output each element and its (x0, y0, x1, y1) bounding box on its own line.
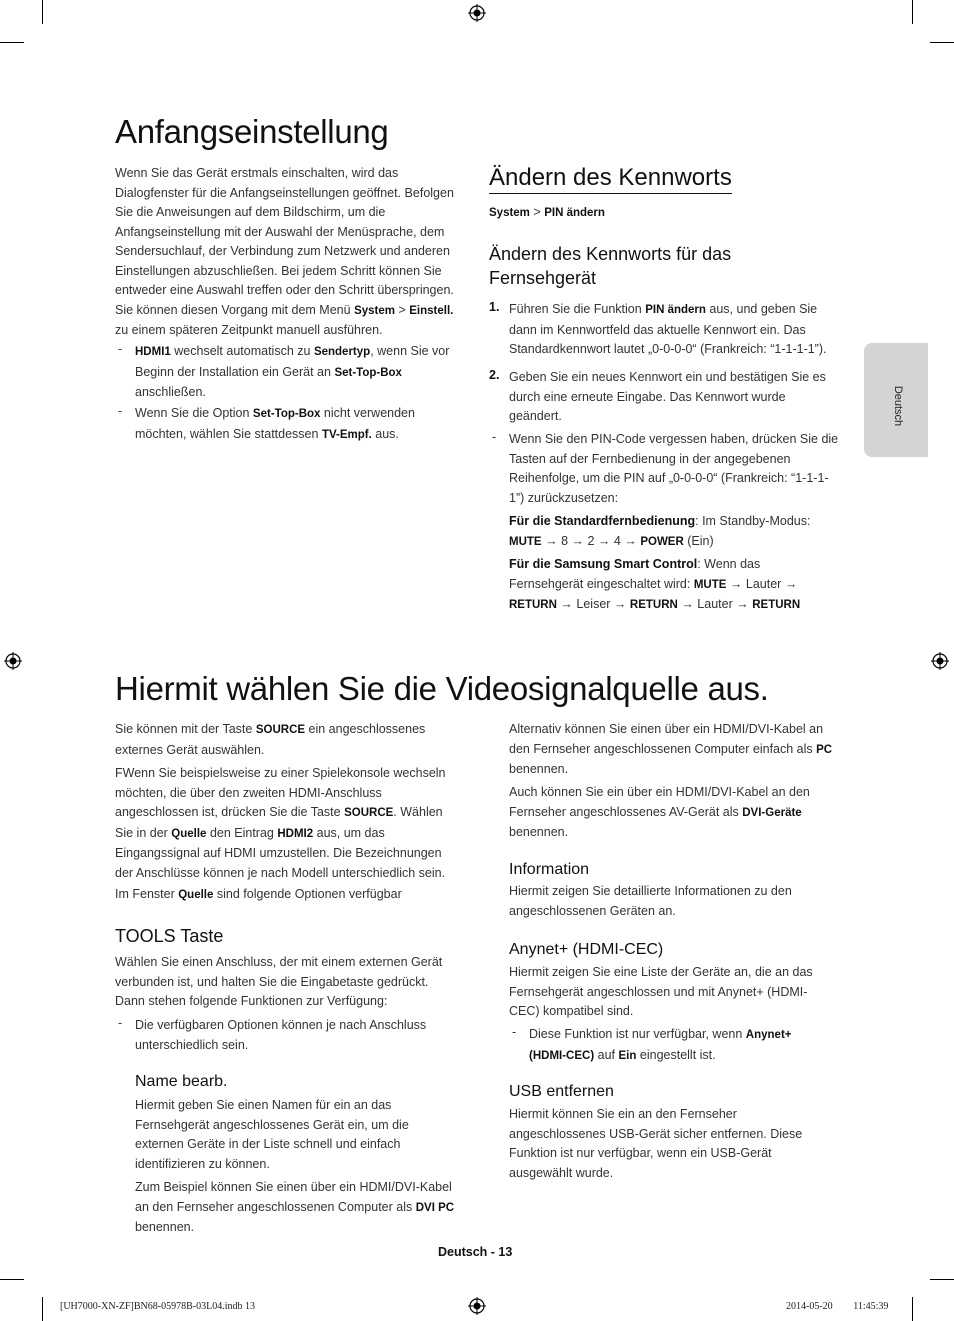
crop-mark (930, 1279, 954, 1280)
source-title: Hiermit wählen Sie die Videosignalquelle aus. (115, 670, 769, 707)
name-edit-text-2: Zum Beispiel können Sie einen über ein HDMI/DVI-Kabel an den Fernseher angeschlossenen Computer als DVI PC benennen. (135, 1180, 455, 1234)
step-number: 1. (489, 300, 500, 314)
bullet-dash: - (118, 1016, 123, 1030)
source-p2: FWenn Sie beispielsweise zu einer Spielekonsole wechseln möchten, die über den zweiten HDMI-Anschluss angeschlossen ist, drücken Sie die Taste SOURCE. Wählen Sie in der Quelle den Eintrag HDMI2 aus, um das Eingangssignal auf HDMI umzustellen. Die Bezeichnungen der Anschlüsse können je nach Modell unterschiedlich sein. (115, 766, 446, 880)
source-p3: Im Fenster Quelle sind folgende Optionen verfügbar (115, 887, 402, 901)
password-step-2: Geben Sie ein neues Kennwort ein und bestätigen Sie es durch eine erneute Eingabe. Das Kennwort wurde geändert. (509, 370, 826, 423)
crop-mark (912, 1297, 913, 1321)
av-device-text: Auch können Sie ein über ein HDMI/DVI-Kabel an den Fernseher angeschlossenes AV-Gerät als DVI-Geräte benennen. (509, 785, 810, 839)
setup-intro: Wenn Sie das Gerät erstmals einschalten, wird das Dialogfenster für die Anfangseinstellungen geöffnet. Befolgen Sie die Anweisungen auf dem Bildschirm, um die Anfangseinstellung mit der Auswahl der Menüsprache, dem Sendersuchlauf, der Verbindung zum Netzwerk und anderen Einstellungen abzuschließen. Bei jedem Schritt können Sie entweder eine Auswahl treffen oder den Schritt überspringen. Sie können diesen Vorgang mit dem Menü System > Einstell. zu einem späteren Zeitpunkt manuell ausführen. (115, 166, 454, 337)
anynet-text: Hiermit zeigen Sie eine Liste der Geräte an, die an das Fernsehgerät angeschlossen und mit Anynet+ (HDMI-CEC) kompatibel sind. (509, 965, 813, 1018)
anynet-title: Anynet+ (HDMI-CEC) (509, 941, 664, 958)
crop-mark (42, 0, 43, 24)
language-side-tab-label: Deutsch (892, 385, 904, 427)
information-title: Information (509, 861, 590, 878)
name-edit-title: Name bearb. (135, 1073, 228, 1090)
bullet-dash: - (512, 1025, 517, 1039)
bullet-dash: - (118, 342, 123, 356)
name-edit-text-1: Hiermit geben Sie einen Namen für ein an das Fernsehgerät angeschlossenes Gerät ein, um die externen Geräte in der Liste schnell und einfach identifizieren zu können. (135, 1098, 409, 1171)
crop-mark (0, 1279, 24, 1280)
print-info-left: [UH7000-XN-ZF]BN68-05978B-03L04.indb 13 (60, 1301, 255, 1312)
anynet-bullet: Diese Funktion ist nur verfügbar, wenn Anynet+ (HDMI-CEC) auf Ein eingestellt ist. (529, 1027, 792, 1062)
tools-text: Wählen Sie einen Anschluss, der mit einem externen Gerät verbunden ist, und halten Sie die Eingabetaste gedrückt. Dann stehen folgende Funktionen zur Verfügung: (115, 955, 443, 1008)
source-p1: Sie können mit der Taste SOURCE ein angeschlossenes externes Gerät auswählen. (115, 722, 426, 757)
crop-mark (912, 0, 913, 24)
setup-bullet-settopbox: Wenn Sie die Option Set-Top-Box nicht verwenden möchten, wählen Sie stattdessen TV-Empf. aus. (135, 406, 415, 441)
password-step-1: Führen Sie die Funktion PIN ändern aus, und geben Sie dann im Kennwortfeld das aktuelle Kennwort ein. Das Standardkennwort lautet „0-0-0-0“ (Frankreich: “1-1-1-1”). (509, 302, 827, 356)
bullet-dash: - (118, 404, 123, 418)
registration-mark-icon (468, 1297, 486, 1315)
usb-remove-title: USB entfernen (509, 1083, 614, 1100)
tools-title: TOOLS Taste (115, 926, 224, 946)
print-info-right: 2014-05-20 ￿￿ 11:45:39 (786, 1301, 889, 1312)
page-number: Deutsch - 13 (438, 1245, 513, 1259)
usb-remove-text: Hiermit können Sie ein an den Fernseher angeschlossenes USB-Gerät sicher entfernen. Diese Funktion ist nur verfügbar, wenn ein USB-Gerät ausgewählt wurde. (509, 1107, 803, 1180)
step-number: 2. (489, 368, 500, 382)
bullet-dash: - (492, 430, 497, 444)
crop-mark (930, 42, 954, 43)
registration-mark-icon (468, 4, 486, 22)
standard-remote-sequence: Für die Standardfernbedienung: Im Standby-Modus: MUTE → 8 → 2 → 4 → POWER (Ein) (509, 514, 811, 548)
tools-bullet: Die verfügbaren Optionen können je nach Anschluss unterschiedlich sein. (135, 1018, 427, 1052)
setup-title: Anfangseinstellung (115, 113, 389, 150)
password-menu-path: System > PIN ändern (489, 205, 605, 219)
password-subtitle: Ändern des Kennworts für das Fernsehgerät (489, 244, 732, 288)
crop-mark (42, 1297, 43, 1321)
registration-mark-icon (4, 652, 22, 670)
alt-pc-text: Alternativ können Sie einen über ein HDMI/DVI-Kabel an den Fernseher angeschlossenen Computer einfach als PC benennen. (509, 722, 833, 776)
registration-mark-icon (931, 652, 949, 670)
password-reset-note: Wenn Sie den PIN-Code vergessen haben, drücken Sie die Tasten auf der Fernbedienung in der angegebenen Reihenfolge, um die PIN auf „0-0-0-0“ (Frankreich: “1-1-1-1”) zurückzusetzen: (509, 432, 839, 505)
crop-mark (0, 42, 24, 43)
information-text: Hiermit zeigen Sie detaillierte Informationen zu den angeschlossenen Geräten an. (509, 884, 792, 918)
password-title: Ändern des Kennworts (489, 164, 732, 194)
smart-control-sequence: Für die Samsung Smart Control: Wenn das Fernsehgerät eingeschaltet wird: MUTE → Lauter → RETURN → Leiser → RETURN → Lauter → RETURN (509, 557, 801, 611)
setup-bullet-hdmi1: HDMI1 wechselt automatisch zu Sendertyp, wenn Sie vor Beginn der Installation ein Gerät an Set-Top-Box anschließen. (135, 344, 450, 399)
